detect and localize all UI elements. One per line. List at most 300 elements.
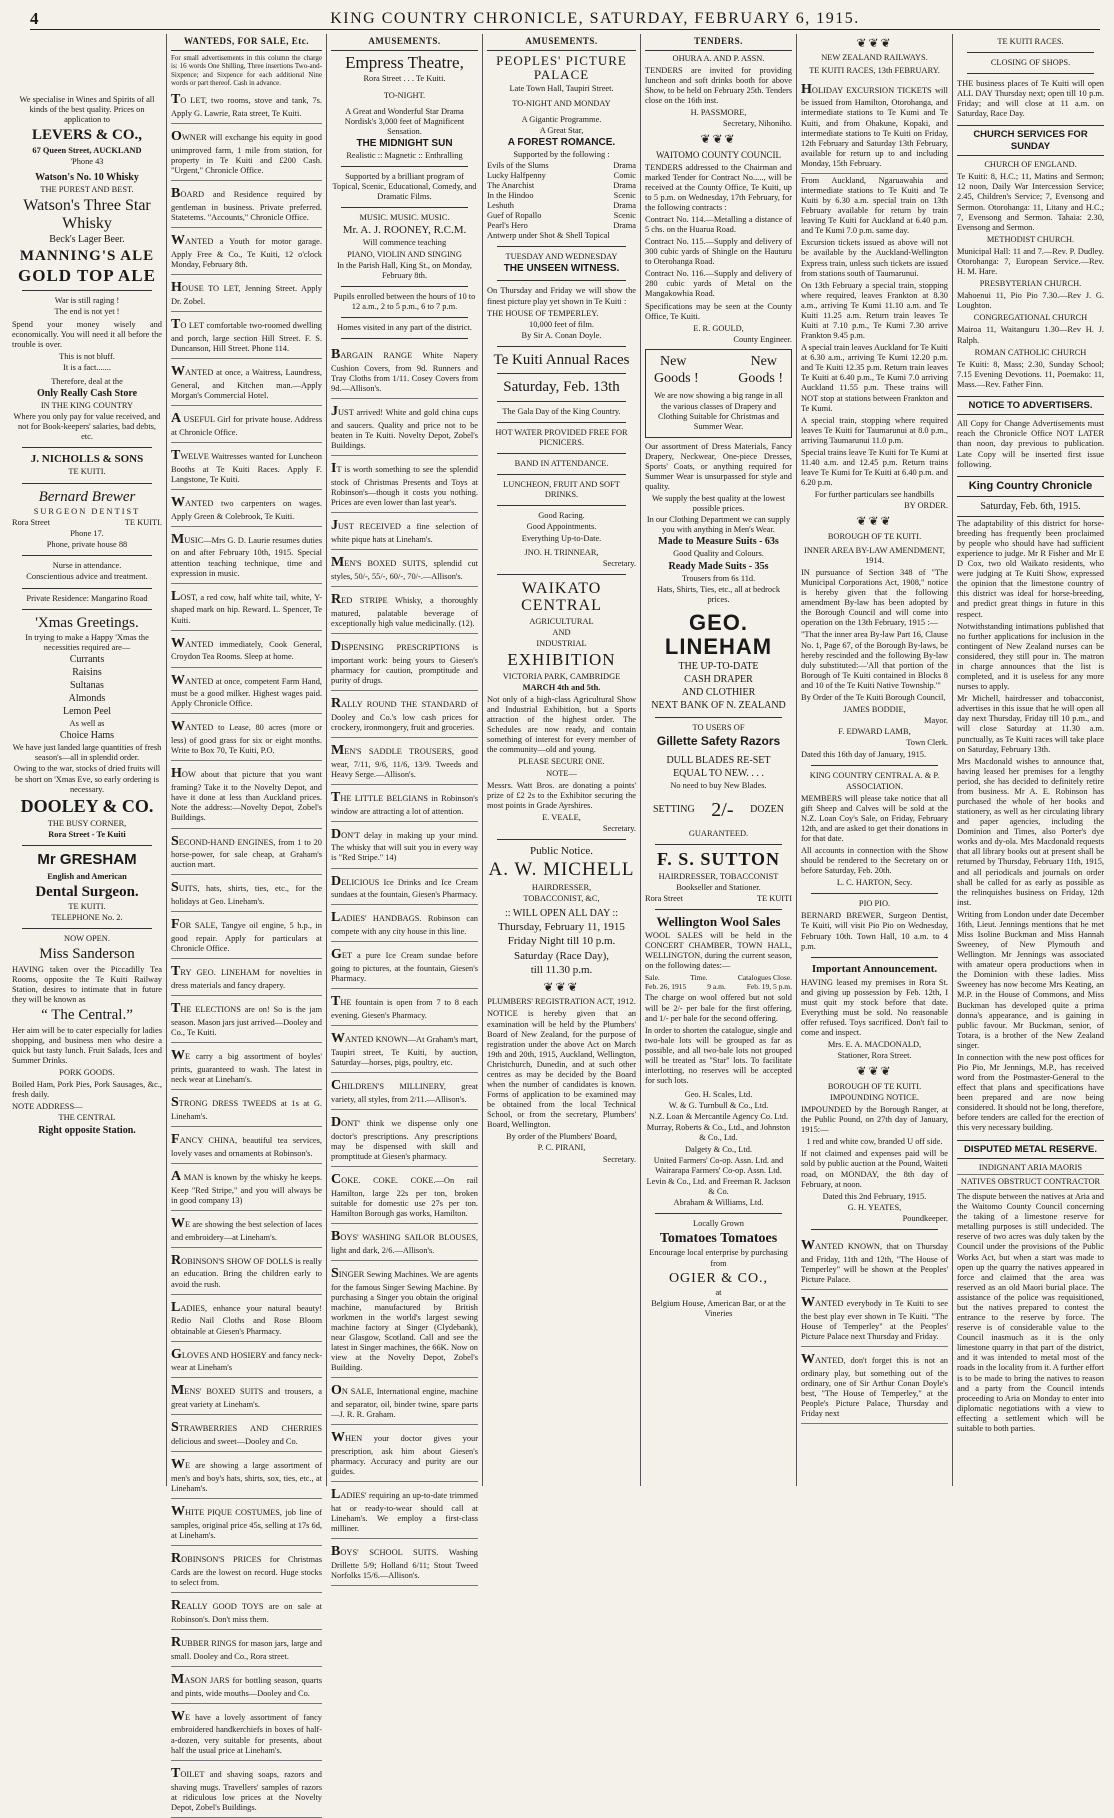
broker-name: Geo. H. Scales, Ltd. [684, 1090, 753, 1100]
rooney-name: Mr. A. J. ROONEY, R.C.M. [342, 224, 467, 237]
passmore: H. PASSMORE, [690, 108, 747, 118]
poundkeeper: Poundkeeper. [902, 1213, 948, 1223]
piano: PIANO, VIOLIN AND SINGING [347, 249, 462, 259]
closing-shops: CLOSING OF SHOPS. [990, 58, 1071, 68]
church-england-body: Te Kuiti: 8, H.C.; 11, Matins and Sermon; 12 noon, Daily War Intercession Service; 2.45, Children's Service; 7, Evensong and Sermon. Otorohanga: 11, Litany and H.C.; 7, Evensong and Sermon. Tahaia: 2.30, Evensong and Sermon. [957, 172, 1104, 232]
divider [341, 317, 468, 318]
rates-notice: For small advertisements in this column the charge is: 16 words One Shilling, Three insertions Two-and-Sixpence; and Sixpence for each additional Nine words or part thereof. Cash in advance. [171, 53, 322, 87]
cow: 1 red and white cow, branded U off side. [806, 1137, 943, 1147]
sanderson-aim: Her aim will be to cater especially for ladies shopping, and business men who desire a quick but tasty lunch. Fruit Salads, Ices and Summer Drinks. [12, 1025, 162, 1066]
therefore: Therefore, deal at the [51, 376, 123, 386]
pursuance: IN pursuance of Section 348 of "The Municipal Corporations Act, 1908," notice is hereby given that the following amendment By-law has been adopted by the Borough Council and will come into operation on the 13th February, 1915 :— [801, 568, 948, 628]
presbyterian-body: Mahoenui 11, Pio Pio 7.30.—Rev J. G. Loughton. [957, 291, 1104, 311]
tenders-header: TENDERS. [645, 34, 792, 51]
divider [22, 447, 152, 448]
film-title: Leshuth [487, 201, 514, 211]
divider [497, 246, 626, 247]
made-to-measure: Made to Measure Suits - 63s [658, 536, 779, 548]
broker-name: Dalgety & Co., Ltd. [685, 1144, 752, 1154]
sanderson-name: Miss Sanderson [39, 946, 135, 963]
presbyterian: PRESBYTERIAN CHURCH. [979, 279, 1082, 289]
members: MEMBERS will please take notice that all gift Sheep and Calves will be sold at the N.Z. Loan Coy's Sale, on Friday, February 12th, and are asked to get their donations in for that date. [801, 793, 948, 843]
not-only: Not only of a high-class Agricultural Show and Industrial Exhibition, but a Sports attraction of the highest order. The Schedules are now ready, and contain something of interest for every member of the community—old and young. [487, 695, 636, 755]
sale-close: Feb. 19, 5 p.m. [746, 982, 792, 992]
tue-wed: TUESDAY AND WEDNESDAY [505, 252, 618, 262]
column-6 [796, 34, 952, 1486]
classified-ad: STRAWBERRIES AND CHERRIES delicious and sweet—Dooley and Co. [171, 1417, 322, 1452]
divider [22, 609, 152, 610]
columns [8, 34, 1108, 1812]
contract-116: Contract No. 116.—Supply and delivery of 280 cubic yards of Metal on the Mangakowhia Road. [645, 269, 792, 299]
classified-ad: FOR SALE, Tangye oil engine, 5 h.p., in good repair. Apply for particulars at Chronicle Office. [171, 914, 322, 959]
realistic: Realistic :: Magnetic :: Enthralling [346, 150, 463, 160]
classified-ad: MASON JARS for bottling season, quarts and pints, wide mouths—Dooley and Co. [171, 1669, 322, 1704]
divider [341, 286, 468, 287]
friday-night: Friday Night till 10 p.m. [507, 935, 616, 948]
film-title: The Anarchist [487, 180, 535, 190]
encourage: Encourage local enterprise by purchasing from [649, 1248, 788, 1268]
classified-ad: TRY GEO. LINEHAM for novelties in dress materials and fancy drapery. [171, 961, 322, 996]
goods-left: Goods ! [654, 370, 699, 386]
masthead [30, 8, 1100, 30]
bluff-2: It is a fact....... [63, 362, 111, 372]
supported: Supported by a brilliant program of Topical, Scenic, Educational, Comedy, and Dramatic Films. [332, 171, 477, 202]
film-row [487, 181, 636, 191]
congregational-body: Mairoa 11, Waitanguru 1.30—Rev H. J. Ralph. [957, 325, 1104, 345]
cash-store: Only Really Cash Store [36, 387, 138, 399]
spend: Spend your money wisely and economically. You will need it all before the trouble is over. [12, 319, 162, 349]
gresham-name: Mr GRESHAM [37, 850, 137, 868]
setting-dozen: DOZEN [750, 803, 784, 815]
broker-name: Murray, Roberts & Co., Ltd., and Johnston & Co., Ltd. [646, 1123, 791, 1143]
classified-ad: DONT' think we dispense only one doctor's prescriptions. Any prescriptions may be dispensed with skill and promptitude at Giesen's pharmacy. [331, 1112, 478, 1167]
classified-ad: HOW about that picture that you want framing? Take it to the Novelty Depot, and have it done at less than Auckland prices. Note the address:—Novelty Depot, Zobel's Buildings. [171, 763, 322, 828]
from-auckland: From Auckland, Ngaruawahia and intermediate stations to Te Kuiti and Te Kuiti by 6.30 a.m. special train on 13th February available for return by train leaving Te Kuiti for Auckland at 6.40 p.m. and Te Kumi 7.0 p.m. same day. [801, 175, 948, 236]
classified-ad: A MAN is known by the whisky he keeps. Keep "Red Stripe," and you will always be in good company 13) [171, 1166, 322, 1211]
classified-ad: THE ELECTIONS are on! So is the jam season. Mason jars just arrived—Dooley and Co., Te Kuiti. [171, 998, 322, 1043]
column-3 [326, 34, 482, 1581]
film-genre: Comic [613, 170, 636, 180]
annual-races: Te Kuiti Annual Races [493, 351, 630, 368]
classified-ad: WE are showing a large assortment of men's and boy's hats, shirts, sox, ties, etc., at Lineham's. [171, 1454, 322, 1499]
sale-data-row [645, 982, 792, 991]
excursion: Excursion tickets issued as above will not be available by the Auckland-Wellington Express train, unless such tickets are issued from stations south of Taumarunui. [801, 238, 948, 278]
divider [811, 1229, 938, 1230]
classified-ad: RALLY ROUND THE STANDARD of Dooley and Co.'s low cash prices for crockery, ironmongery, fruit and groceries. [331, 693, 478, 738]
supply: We supply the best quality at the lowest possible prices. [651, 494, 786, 514]
divider [497, 422, 626, 423]
mayor: Mayor. [924, 716, 948, 726]
leased: HAVING leased my premises in Rora St. and giving up possession by Feb. 12th, I must quit my stock before that date. Everything must be sold. No reasonable offer refused. Toys sacrificed. Don't fail to come and inspect. [801, 977, 948, 1038]
sutton-bookseller: Bookseller and Stationer. [676, 882, 761, 892]
lineham-name: GEO. LINEHAM [664, 609, 773, 659]
wanteds-header: WANTEDS, FOR SALE, Etc. [171, 34, 322, 51]
ohura-heading: OHURA A. AND P. ASSN. [672, 53, 765, 63]
ornament-icon: ❦❦❦ [856, 514, 893, 529]
impounded: IMPOUNDED by the Borough Ranger, at the Public Pound, on 27th day of January, 1915:— [801, 1105, 948, 1135]
classified-ad: COKE. COKE. COKE.—On rail Hamilton, large 22s per ton, broken suitable for domestic use 27s per ton. Hamilton Borough gas works, Hamilton. [331, 1169, 478, 1224]
brewer-phone: Phone 17. [70, 529, 104, 539]
divider [655, 1213, 782, 1214]
and: AND [552, 628, 571, 637]
film-row [487, 171, 636, 181]
great-star: A Great Star, [539, 125, 584, 135]
commence: Will commence teaching [362, 238, 447, 248]
sutton-street: Rora Street [645, 893, 683, 903]
gresham-telephone: TELEPHONE No. 2. [51, 913, 123, 923]
dull-blades: DULL BLADES RE-SET [666, 754, 771, 766]
conscientious: Conscientious advice and treatment. [26, 572, 148, 582]
divider [22, 483, 152, 484]
inner-area: INNER AREA BY-LAW AMENDMENT, 1914. [804, 545, 945, 565]
trinnear: JNO. H. TRINNEAR, [524, 547, 599, 557]
classified-ad: MENS' BOXED SUITS and trousers, a great variety at Lineham's. [171, 1380, 322, 1415]
classified-ad: WE have a lovely assortment of fancy embroidered handkerchiefs in boxes of half-a-dozen, very suitable for presents, about half the usual price at Lineham's. [171, 1706, 322, 1761]
agricultural: AGRICULTURAL [529, 616, 594, 626]
dooley-address: Rora Street - Te Kuiti [48, 829, 126, 839]
xmas-item: Currants [69, 654, 105, 666]
thurs-fri: On Thursday and Friday we will show the finest picture play yet shown in Te Kuiti : [487, 286, 636, 306]
borough-heading-2: BOROUGH OF TE KUITI. [827, 1081, 922, 1091]
classified-ad: HOUSE TO LET, Jenning Street. Apply Dr. Zobel. [171, 277, 322, 312]
sutton-trade: HAIRDRESSER, TOBACCONIST [658, 871, 779, 881]
clothier: AND CLOTHIER [681, 687, 756, 699]
wool-order: In order to shorten the catalogue, single and two-bale lots will be grouped as far as possible, and all two-bale lots not grouped will be treated as "Star" lots. To facilitate interlotting, no reserves will be accepted for such lots. [645, 1025, 792, 1086]
classified-ad: BARGAIN RANGE White Napery Cushion Covers, from 9d. Runners and Tray Cloths from 1/11. Cosey Covers from 9d.—Allison's. [331, 344, 478, 399]
divider [967, 73, 1094, 74]
saturday-race: Saturday (Race Day), [514, 949, 609, 962]
chronicle-date: Saturday, Feb. 6th, 1915. [957, 501, 1104, 517]
classified-ad: BOYS' SCHOOL SUITS. Washing Drillette 5/9; Holland 6/11; Stout Tweed Norfolks 15/6.—Allison's. [331, 1541, 478, 1586]
sale-date: Feb. 26, 1915 [645, 982, 687, 992]
music-heading: MUSIC. MUSIC. MUSIC. [359, 213, 450, 223]
divider [22, 928, 152, 929]
nicholls-town: TE KUITI. [68, 467, 106, 477]
page-number: 4 [30, 8, 39, 28]
choice-hams: Choice Hams [59, 730, 115, 742]
brokers-list [645, 1090, 792, 1208]
lamb: F. EDWARD LAMB, [838, 727, 911, 737]
classified-ad: ROBINSON'S SHOW OF DOLLS is really an education. Bring the children early to avoid the rush. [171, 1250, 322, 1295]
classified-list [171, 89, 322, 1817]
classified-ad: CHILDREN'S MILLINERY, great variety, all styles, from 2/11.—Allison's. [331, 1075, 478, 1110]
nicholls: J. NICHOLLS & SONS [30, 453, 144, 466]
pirani: P. C. PIRANI, [537, 1143, 586, 1153]
broker-name: Abraham & Williams, Ltd. [673, 1197, 764, 1207]
stationer: Stationer, Rora Street. [837, 1051, 912, 1061]
amusement-ads-list [331, 344, 478, 1586]
sale-col-close: Catalogues Close. [737, 973, 792, 983]
congregational: CONGREGATIONAL CHURCH [973, 313, 1088, 323]
sale-col-sale: Sale. [645, 973, 660, 983]
race-date: Saturday, Feb. 13th [503, 379, 620, 396]
holiday-tickets: HOLIDAY EXCURSION TICKETS will be issued from Hamilton, Otorohanga, and intermediate stations to Te Kumi and Te Kuiti, and from Ohakune, Kopaki, and intermediate stations to Te Kuiti on Friday, 12th February and Saturday 13th February, available for return up to and including Monday, 15th February. [801, 79, 948, 174]
classified-ad: WANTED to Lease, 80 acres (more or less) of good grass for six or eight months. Write to Box 70, Te Kuiti, P.O. [171, 716, 322, 761]
newspaper-title: KING COUNTRY CHRONICLE, SATURDAY, FEBRUARY 6, 1915. [330, 9, 860, 27]
ogier-name: OGIER & CO., [668, 1270, 769, 1286]
wine-intro: We specialise in Wines and Spirits of all kinds of the best quality. Prices on application to [19, 95, 155, 125]
film-row [487, 211, 636, 221]
chronicle-title: King Country Chronicle [957, 476, 1104, 497]
war-1: War is still raging ! [54, 296, 120, 306]
plumbers-act: PLUMBERS' REGISTRATION ACT, 1912. [487, 997, 636, 1007]
divider [967, 52, 1094, 53]
peoples-palace: PEOPLES' PICTURE PALACE [496, 52, 627, 83]
till-time: till 11.30 p.m. [530, 963, 593, 976]
divider [655, 909, 782, 910]
march-dates: MARCH 4th and 5th. [522, 682, 601, 692]
passmore-title: Secretary, Nihoniho. [723, 119, 792, 129]
pirani-title: Secretary. [602, 1154, 636, 1164]
waitomo-body: TENDERS addressed to the Chairman and marked Tender for Contract No....., will be received at the County Office, Te Kuiti, up to 5 p.m. on Wednesday, 17th February, for the following contracts : [645, 162, 792, 212]
classified-ad: WHEN your doctor gives your prescription, ask him about Giesen's pharmacy. Accuracy and purity are our guides. [331, 1427, 478, 1482]
brewer-visit: BERNARD BREWER, Surgeon Dentist, Te Kuiti, will visit Pio Pio on Wednesday, February 10th. Town Hall, 10 a.m. to 4 p.m. [801, 911, 948, 951]
disputed-heading: DISPUTED METAL RESERVE. [957, 1140, 1104, 1159]
town-clerk: Town Clerk. [906, 738, 948, 748]
editorial-paragraph: In connection with the new post offices for Pio Pio, Mr Jennings, M.P., has received word from the Postmaster-General to the effect that plans and specifications have been prepared and are now being considered. It should not be long, therefore, before tenders are called for the erection of this very necessary building. [957, 1052, 1104, 1133]
divider [497, 453, 626, 454]
conan-doyle: By Sir A. Conan Doyle. [521, 330, 602, 340]
new-left: New [660, 353, 687, 369]
classified-ad: STRONG DRESS TWEEDS at 1s at G. Lineham's. [171, 1092, 322, 1127]
editorial-paragraph: Notwithstanding intimations published that no further applications for inclusion in the contingent of New Zealand nurses can be considered, they still pour in. The matron in charge announces that the list is completed, and it is useless for any more nurses to apply. [957, 621, 1104, 692]
brewer-town: TE KUITI. [124, 518, 162, 528]
nurse: Nurse in attendance. [52, 561, 122, 571]
good-appointments: Good Appointments. [526, 522, 597, 532]
goods-row [650, 371, 787, 388]
plumbers-order: By order of the Plumbers' Board, [506, 1132, 617, 1142]
plumbers-notice: NOTICE is hereby given that an examination will be held by the Plumbers' Board of New Zealand, for the purpose of registration under the above Act on March 19th and 20th, 1915, Auckland, Wellington, Christchurch, Dunedin, and at such other centres as may be decided by the Board when the number of candidates is known. Forms of application to be examined may be obtained from the local Technical School, or from the secretary, Plumbers' Board, Wellington. [487, 1009, 636, 1130]
by-order-council: By Order of the Te Kuiti Borough Council, [801, 692, 946, 702]
classified-ad: TOILET and shaving soaps, razors and shaving mugs. Travellers' samples of razors at ridiculous low prices at the Novelty Depot, Zobel's Buildings. [171, 1763, 322, 1818]
classified-ad: MEN'S BOXED SUITS, splendid cut styles, 50/-, 55/-, 60/-, 70/-.—Allison's. [331, 552, 478, 587]
unseen-witness: THE UNSEEN WITNESS. [503, 263, 620, 275]
at: at [715, 1288, 722, 1297]
ornament-icon: ❦❦❦ [700, 132, 737, 147]
classified-ad: LADIES, enhance your natural beauty! Redio Nail Cloths and Rose Bloom obtainable at Giesen's Pharmacy. [171, 1297, 322, 1342]
dispute-body: The dispute between the natives at Aria and the Waitomo County Council concerning the taking of a limestone reserve for metalling purposes is still undecided. The reserve of two acres was duly taken by the Council under the provisions of the Public Works Act, but when a start was made to open up the quarry the natives appeared in force and claimed that the area was reserved as an old Maori burial place. The assistance of the police was requisitioned, but the natives prepared to contest the entrance to the reserve by force. The reserve is of considerable value to the Council inasmuch as it is the only limestone quarry in that part of the district, and it was intended to metal most of the roads in the locality from it. A further effort is to be made to bring the natives to reason and a party from the Council intends proceeding to Aria on Monday to enter into diplomatic negotiations with a view to effecting a settlement which will be suitable to both parties. [957, 1192, 1104, 1433]
divider [22, 290, 152, 291]
equal-to-new: EQUAL TO NEW. . . . [673, 767, 764, 779]
showing: We are now showing a big range in all the various classes of Drapery and Clothing Suitable for Christmas and Summer Wear. [654, 391, 783, 431]
assortment: Our assortment of Dress Materials, Fancy Drapery, Neckwear, One-piece Dresses, Sports' Coats, or anything required for Summer Wear is unsurpassed for style and quality. [645, 441, 792, 492]
waikato-central: WAIKATO CENTRAL [521, 579, 602, 615]
central-name: THE CENTRAL [58, 1113, 116, 1123]
ornament-icon: ❦❦❦ [543, 980, 580, 994]
classified-ad: LOST, a red cow, half white tail, white, Y-shaped mark on hip. Reward. L. Spencer, Te Kuiti. [171, 586, 322, 631]
landed: We have just landed large quantities of fresh season's—all in splendid order. [12, 743, 162, 763]
methodist: METHODIST CHURCH. [986, 234, 1075, 244]
divider [811, 893, 938, 894]
film-list [487, 161, 636, 232]
important: Important Announcement. [811, 962, 938, 975]
setting-price: 2/- [711, 798, 734, 821]
classified-ad: TO LET, two rooms, stove and tank, 7s. Apply G. Lawrie, Rata street, Te Kuiti. [171, 89, 322, 124]
classified-ad: JUST arrived! White and gold china cups and saucers. Quality and price not to be beaten in Te Kuiti. Novelty Depot, Zobel's Buildings. [331, 401, 478, 456]
mannings: MANNING'S ALE [19, 248, 155, 265]
the-central: “ The Central.” [41, 1007, 133, 1024]
gresham-english: English and American [47, 871, 127, 881]
hats-shirts: Hats, Shirts, Ties, etc., all at bedrock prices. [656, 584, 781, 604]
tonight: TO-NIGHT. [383, 90, 426, 100]
film-genre: Drama [613, 180, 636, 190]
waitomo-heading: WAITOMO COUNTY COUNCIL [656, 149, 781, 160]
classified-ad: WE carry a big assortment of boyles' prints, guaranteed to wash. The latest in neck wear at Lineham's. [171, 1045, 322, 1090]
contract-114: Contract No. 114.—Metalling a distance of 5 chs. on the Huarua Road. [645, 214, 792, 234]
amusements-header: AMUSEMENTS. [331, 34, 478, 51]
accounts: All accounts in connection with the Show should be rendered to the Secretary on or before Saturday, Feb. 20th. [801, 845, 948, 876]
sutton-town: TE KUITI [756, 893, 792, 903]
wanted-known-2: WANTED everybody in Te Kuiti to see the best play ever shown in Te Kuiti. "The House of Temperley" at the Peoples' Picture Palace next Thursday and Friday. [801, 1292, 948, 1347]
inner-body: "That the inner area By-law Part 16, Clause No. 1, Page 67, of the Borough By-laws, be hereby rescinded and the following By-law duly substituted:—'All that portion of the Borough of Te Kuiti contained in Blocks 8 and 10 of the Te Kuiti Native Township.'" [801, 630, 948, 690]
gould-title: County Engineer. [733, 334, 792, 344]
classified-ad: JUST RECEIVED a fine selection of white pique hats at Lineham's. [331, 515, 478, 550]
by-order: BY ORDER. [904, 501, 948, 511]
xmas-item: Lemon Peel [62, 706, 112, 718]
brewer-address [12, 518, 162, 528]
classified-ad: IT is worth something to see the splendid stock of Christmas Presents and Toys at Robinson's—though it costs you nothing. Prices are even lower than last year's. [331, 458, 478, 513]
classified-ad: THE fountain is open from 7 to 8 each evening. Giesen's Pharmacy. [331, 991, 478, 1026]
setting-label: SETTING [653, 803, 695, 815]
harton: L. C. HARTON, Secy. [836, 878, 913, 888]
film-genre: Drama [613, 160, 636, 170]
classified-ad: SINGER Sewing Machines. We are agents for the famous Singer Sewing Machine. By purchasing a Singer you obtain the original machine, manufactured by British workmen in the world's largest sewing machine factory at Singer (Clydebank), near Glasgow, Scotland. Call and see the latest in Singer machines, the 66K. Now on view at the Novelty Depot, Zobel's Building. [331, 1263, 478, 1379]
classified-ad: WANTED two carpenters on wages. Apply Green & Colebrook, Te Kuiti. [171, 492, 322, 527]
indignant: INDIGNANT ARIA MAORIS [978, 1162, 1083, 1172]
divider [497, 839, 626, 840]
classified-ad: MEN'S SADDLE TROUSERS, good wear, 7/11, 9/6, 11/6, 13/9. Tweeds and Heavy Serge.—Allison's. [331, 740, 478, 785]
classified-ad: RED STRIPE Whisky, a thoroughly matured, palatable beverage of exceptionally high value medicinally. (12). [331, 589, 478, 634]
wool-body: WOOL SALES will be held in the CONCERT CHAMBER, TOWN HALL, WELLINGTON, during the current season, on the following dates:— [645, 931, 792, 971]
classified-ad: DISPENSING PRESCRIPTIONS is important work: being yours to Giesen's pharmacy for caution, promptitude and purity of drugs. [331, 636, 478, 691]
pork-goods: PORK GOODS. [59, 1068, 115, 1078]
sale-col-time: Time. [690, 973, 708, 983]
column-7 [952, 34, 1108, 1486]
ornament-icon: ❦❦❦ [856, 36, 893, 50]
xmas-item: Almonds [68, 693, 106, 705]
column-4 [482, 34, 640, 1486]
thursday-date: Thursday, February 11, 1915 [498, 921, 625, 934]
dated: Dated this 16th day of January, 1915. [801, 750, 927, 760]
gresham-town: TE KUITI. [68, 902, 106, 912]
goldtop: GOLD TOP ALE [18, 265, 156, 285]
editorial-paragraph: Mr Michell, hairdresser and tobacconist, advertises in this issue that he will open all day next Thursday, Friday till 10 p.m., and will close Saturday at 11.30 a.m. punctually, as Te Kuiti races will take place on Saturday, February 13th. [957, 694, 1104, 754]
purest: THE PUREST AND BEST. [40, 184, 134, 194]
classified-ad: ON SALE, International engine, machine and separator, oil, binder twine, spare parts—J. R. R. Graham. [331, 1380, 478, 1425]
locally-grown: Locally Grown [693, 1218, 744, 1228]
classified-ad: ROBINSON'S PRICES for Christmas Cards are the lowest on record. Huge stocks to select from. [171, 1548, 322, 1593]
band: BAND IN ATTENDANCE. [514, 459, 609, 469]
film-title: Lucky Halfpenny [487, 170, 546, 180]
divider [655, 844, 782, 845]
classified-ad: TO LET comfortable two-roomed dwelling and porch, large section Hill Street. F. S. Duncanson, Hill Street. Phone 114. [171, 314, 322, 359]
new-goods-box [645, 349, 792, 438]
divider [497, 373, 626, 374]
film-genre: Drama [613, 201, 636, 211]
divider [497, 401, 626, 402]
classified-ad: BOARD and Residence required by gentleman in business. Private preferred. Statetems. "Accounts," Chronicle Office. [171, 183, 322, 228]
sanderson-body: HAVING taken over the Piccadilly Tea Rooms, opposite the Te Kuiti Railway Station, desires to intimate that in future they will be known as [12, 964, 162, 1005]
good-quality: Good Quality and Colours. [673, 549, 764, 559]
wanted-known-3: WANTED, don't forget this is not an ordinary play, but something out of the ordinary, one of Sir Arthur Conan Doyle's best, "The House of Temperley," at the People's Picture Palace, Thursday and Friday next [801, 1349, 948, 1424]
tomatoes: Tomatoes Tomatoes [659, 1231, 778, 1247]
church-services: CHURCH SERVICES FOR SUNDAY [957, 125, 1104, 156]
tonight-monday: TO-NIGHT AND MONDAY [512, 99, 611, 109]
trousers: Trousers from 6s 11d. [681, 573, 756, 583]
king-country: IN THE KING COUNTRY [40, 400, 134, 410]
brewer-street: Rora Street [12, 518, 50, 528]
next-bank: NEXT BANK OF N. ZEALAND [651, 700, 786, 712]
classified-ad: WANTED a Youth for motor garage. Apply Free & Co., Te Kuiti, 12 o'clock Monday, February 8th. [171, 230, 322, 275]
tobacconist: TOBACCONIST, &C, [523, 894, 600, 904]
levers-phone: 'Phone 43 [70, 156, 104, 166]
victoria-park: VICTORIA PARK, CAMBRIDGE [502, 671, 621, 681]
classified-ad: THE LITTLE BELGIANS in Robinson's window are attracting a lot of attention. [331, 787, 478, 822]
public-notice: Public Notice. [530, 845, 593, 858]
macdonald: Mrs. E. A. MACDONALD, [827, 1040, 922, 1050]
ready-made: Ready Made Suits - 35s [668, 560, 769, 572]
pio-pio: PIO PIO. [858, 899, 891, 909]
temperley: THE HOUSE OF TEMPERLEY. [487, 308, 599, 318]
classified-ad: GLOVES AND HOSIERY and fancy neck-wear at Lineham's [171, 1344, 322, 1379]
late-town-hall: Late Town Hall, Taupiri Street. [509, 84, 614, 94]
editorial-paragraph: Writing from London under date December 16th, Lieut. Jennings mentions that he met Miss Isoline Buckman and Miss Hannah Sweeney, of New Plymouth and Wellington. Mr Jennings was associated with amateur opera productions when in the Dominion with these ladies. Miss Sweeney has now become Mrs Keating, an M.P. in the House of Commons, and Miss Buckman has developed quite a prima donna's appearance, and is gaining in public favour. Mr Buckman, senior, of Totara, is a brother of the New Zealand singer. [957, 909, 1104, 1050]
broker-name: N.Z. Loan & Mercantile Agency Co. Ltd. [648, 1112, 789, 1122]
classified-ad: RUBBER RINGS for mason jars, large and small. Dooley and Co., Rora street. [171, 1632, 322, 1667]
xmas-heading: 'Xmas Greetings. [35, 614, 139, 631]
supported-by: Supported by the following : [513, 149, 610, 159]
watson10: Watson's No. 10 Whisky [35, 171, 139, 183]
classified-ad: DON'T delay in making up your mind. The whisky that will suit you in every way is "Red Stripe." 14) [331, 824, 478, 869]
watsons-star: Watson's Three Star Whisky [23, 196, 151, 232]
borough-heading: BOROUGH OF TE KUITI. [827, 531, 922, 541]
editorial [957, 519, 1104, 1134]
divider [811, 957, 938, 958]
new-right: New [750, 353, 777, 369]
parish: In the Parish Hall, King St., on Monday, February 8th. [336, 260, 473, 280]
classified-ad: SECOND-HAND ENGINES, from 1 to 20 horse-power, for sale cheap, at Graham's auction mart. [171, 831, 322, 876]
editorial-paragraph: The adaptability of this district for horse-breeding has frequently been proclaimed by people who should have had sufficient experience to judge. Mr R Fisher and Mr E D Cox, two old Waikato residents, who were judging at Te Kuiti Show, expressed the opinion that the limestone country of this district was ideal for horse-breeding, and predict great things in future in this respect. [957, 518, 1104, 619]
luncheon: LUNCHEON, FRUIT AND SOFT DRINKS. [503, 480, 620, 500]
classified-ad: FANCY CHINA, beautiful tea services, lovely vases and ornaments at Robinson's. [171, 1129, 322, 1164]
war-2: The end is not yet ! [54, 307, 120, 317]
sale-time: 9 a.m. [707, 982, 726, 992]
on-13th: On 13th February a special train, stopping where required, leaves Frankton at 8.30 a.m., arriving Te Kumi 11.10 a.m. and Te Kuiti 11.25 a.m. Return train leaves Te Kuiti at 7.10 p.m., Te Kumi 7.30 arrive Frankton 9.45 p.m. [801, 280, 948, 341]
hot-water: HOT WATER PROVIDED FREE FOR PICNICERS. [495, 427, 628, 448]
classified-ad: WANTED at once, competent Farm Hand, must be a good milker. Highest wages paid. Apply Chronicle Office. [171, 670, 322, 715]
special-train-2: A special train, stopping where required leaves Te Kuiti for Taumarunui at 8.0 p.m., arriving Taumarunui 11.0 p.m. [801, 415, 948, 445]
boddie: JAMES BODDIE, [843, 705, 906, 715]
owing: Owing to the war, stocks of dried fruits will be short on 'Xmas Eve, so early ordering is necessary. [13, 764, 161, 794]
guaranteed: GUARANTEED. [688, 828, 749, 838]
belgium-house: Belgium House, American Bar, or at the Vineries [651, 1299, 786, 1319]
divider [655, 717, 782, 718]
divider [811, 765, 938, 766]
ohura-body: TENDERS are invited for providing luncheon and soft drinks booth for above Show, to be held on February 25th. Tenders close on the 16th inst. [645, 65, 792, 106]
wanted-known-1: WANTED KNOWN, that on Thursday and Friday, 11th and 12th, "The House of Temperley" will be shown at the Peoples' Picture Palace. [801, 1235, 948, 1290]
classified-ad: WHITE PIQUE COSTUMES, job line of samples, original price 45s, selling at 17s 6d, at Lineham's. [171, 1501, 322, 1546]
film-title: Evils of the Slums [487, 160, 549, 170]
becks: Beck's Lager Beer. [49, 234, 125, 246]
divider [341, 207, 468, 208]
now-open: NOW OPEN. [64, 934, 110, 944]
sale-header-row [645, 973, 792, 982]
impounding: IMPOUNDING NOTICE. [830, 1092, 919, 1102]
film-row [487, 221, 636, 231]
empress-address: Rora Street . . . Te Kuiti. [363, 74, 446, 84]
busy-corner: THE BUSY CORNER, [47, 818, 127, 828]
classified-ad: DELICIOUS Ice Drinks and Ice Cream sundaes at the fountain, Giesen's Pharmacy. [331, 871, 478, 906]
